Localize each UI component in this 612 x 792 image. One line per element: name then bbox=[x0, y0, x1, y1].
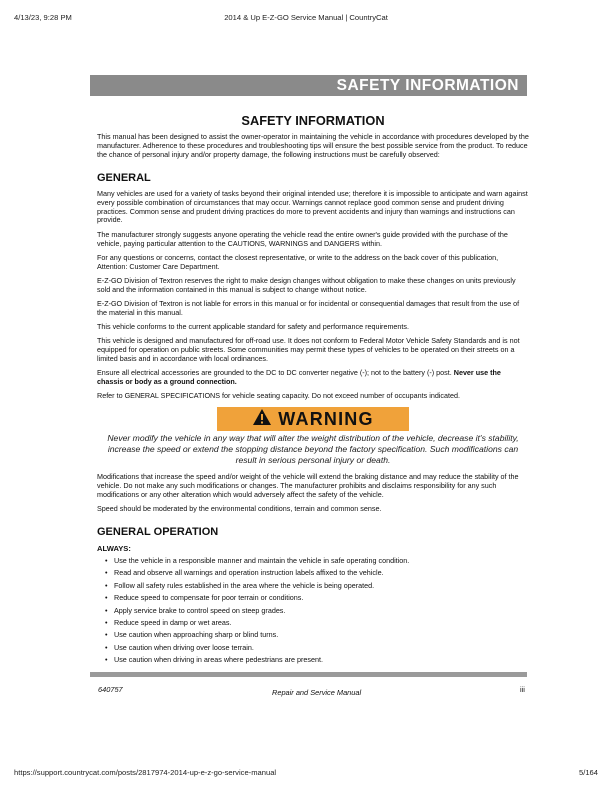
footer-rule bbox=[90, 672, 527, 677]
general-heading: GENERAL bbox=[97, 171, 151, 184]
list-item: • Use caution when driving in areas where pedestrians are present. bbox=[105, 656, 529, 665]
always-label: ALWAYS: bbox=[97, 544, 131, 554]
list-item: • Reduce speed in damp or wet areas. bbox=[105, 619, 529, 628]
warning-label-box bbox=[217, 407, 409, 431]
general-paragraph: This vehicle conforms to the current applicable standard for safety and performance requirements. bbox=[97, 322, 410, 332]
print-url: https://support.countrycat.com/posts/2817974-2014-up-e-z-go-service-manual bbox=[14, 768, 277, 777]
print-timestamp: 4/13/23, 9:28 PM bbox=[14, 13, 72, 22]
general-paragraph: The manufacturer strongly suggests anyone operating the vehicle read the entire owner's guide provided with the purchase of the vehicle, paying particular attention to the CAUTIONS, WARNINGS and DANGERS within. bbox=[97, 229, 508, 248]
general-paragraph: This vehicle is designed and manufactured for off-road use. It does not conform to Federal Motor Vehicle Safety Standards and is not equipped for operation on public streets. Some communities may permit these types of vehicles to be operated on their streets on a limited basis and in accordance with local ordinances. bbox=[97, 336, 520, 364]
intro-paragraph: This manual has been designed to assist the owner-operator in maintaining the vehicle in accordance with procedures developed by the manufacturer. Adherence to these procedures and troubleshooting tips will ensure the best possible service from the product. To reduce the chance of personal injury and/or property damage, the following instructions must be carefully observed: bbox=[97, 132, 529, 159]
list-item: • Use caution when approaching sharp or blind turns. bbox=[105, 631, 529, 640]
always-list bbox=[105, 557, 529, 665]
ground-paragraph bbox=[97, 369, 529, 387]
warning-label: WARNING bbox=[278, 408, 374, 429]
print-page-title: 2014 & Up E-Z-GO Service Manual | CountryCat bbox=[224, 13, 388, 22]
document-number: 640757 bbox=[98, 685, 123, 694]
list-item: • Use caution when driving over loose terrain. bbox=[105, 644, 529, 653]
ground-text: Ensure all electrical accessories are grounded to the DC to DC converter negative (-); not to the battery (-) post. bbox=[97, 368, 454, 378]
general-paragraph: E-Z-GO Division of Textron reserves the right to make design changes without obligation to make these changes on units previously sold and the information contained in this manual is subject to change without notice. bbox=[97, 275, 516, 294]
list-item: • Reduce speed to compensate for poor terrain or conditions. bbox=[105, 594, 529, 603]
modification-paragraph: Modifications that increase the speed and/or weight of the vehicle will extend the braking distance and may reduce the stability of the vehicle. Do not make any such modifications or changes. The manufacturer prohibits and disclaims responsibility for any such modifications or any other alteration which would adversely affect the safety of the vehicle. bbox=[97, 472, 519, 499]
general-paragraph: E-Z-GO Division of Textron is not liable for errors in this manual or for incidental or consequential damages that result from the use of the material in this manual. bbox=[97, 298, 520, 317]
list-item: • Follow all safety rules established in the area where the vehicle is being operated. bbox=[105, 582, 529, 591]
warning-triangle-icon bbox=[252, 408, 272, 431]
list-item: • Apply service brake to control speed on steep grades. bbox=[105, 607, 529, 616]
warning-text: Never modify the vehicle in any way that will alter the weight distribution of the vehicle, decrease it's stability, increase the speed or extend the stopping distance beyond the factory specification. Such modifications can result in serious personal injury or death. bbox=[107, 433, 519, 465]
general-paragraph: Many vehicles are used for a variety of tasks beyond their original intended use; therefore it is impossible to anticipate and warn against every possible combination of circumstances that may occur. Warnings cannot replace good common sense and prudent driving practices. Common sense and prudent driving practices do more to prevent accidents and injury than warnings and instructions can provide. bbox=[97, 188, 528, 225]
seating-paragraph: Refer to GENERAL SPECIFICATIONS for vehicle seating capacity. Do not exceed number of occupants indicated. bbox=[97, 391, 461, 401]
manual-name: Repair and Service Manual bbox=[272, 688, 362, 697]
section-banner: SAFETY INFORMATION bbox=[90, 75, 527, 96]
print-page-count: 5/164 bbox=[578, 768, 598, 777]
speed-paragraph: Speed should be moderated by the environmental conditions, terrain and common sense. bbox=[97, 504, 382, 514]
list-item: • Read and observe all warnings and operation instruction labels affixed to the vehicle. bbox=[105, 569, 529, 578]
manual-page-number: iii bbox=[520, 685, 525, 694]
ground-bold-text: Never use the chassis or body as a ground connection. bbox=[97, 368, 501, 387]
page-title: SAFETY INFORMATION bbox=[241, 113, 385, 128]
general-paragraph: For any questions or concerns, contact the closest representative, or write to the address on the back cover of this publication, Attention: Customer Care Department. bbox=[97, 252, 499, 271]
list-item: • Use the vehicle in a responsible manner and maintain the vehicle in safe operating condition. bbox=[105, 557, 529, 566]
manual-content bbox=[97, 113, 529, 669]
operation-heading: GENERAL OPERATION bbox=[97, 526, 219, 539]
